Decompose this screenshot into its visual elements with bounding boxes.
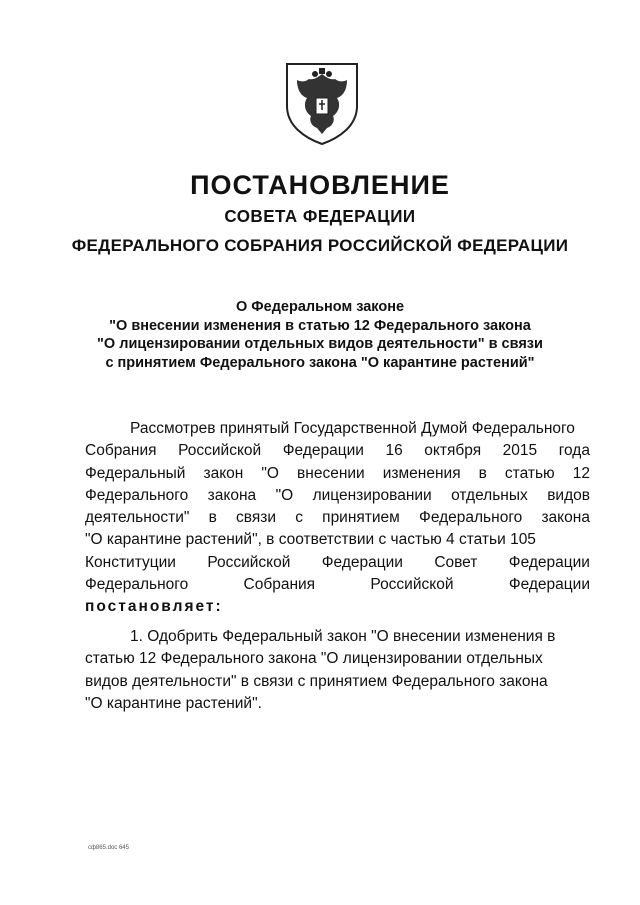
- word: 12: [572, 464, 590, 482]
- word: лицензировании: [312, 486, 432, 504]
- word: Федерации: [321, 553, 403, 571]
- text-line: [85, 648, 590, 670]
- word: Собрания: [85, 442, 157, 460]
- word: "О карантине растений", в соответствии с частью 4 статьи 105: [85, 531, 536, 549]
- word: Федерации: [282, 442, 364, 460]
- text-line: [85, 693, 590, 715]
- word: Федерации: [508, 553, 590, 571]
- issuer-line-2: ФЕДЕРАЛЬНОГО СОБРАНИЯ РОССИЙСКОЙ ФЕДЕРАЦИИ: [71, 236, 569, 255]
- word: в: [478, 464, 487, 482]
- word: Совет: [434, 553, 478, 571]
- state-emblem-icon: [283, 60, 361, 146]
- text-line: [85, 596, 590, 618]
- issuer-line-1: СОВЕТА ФЕДЕРАЦИИ: [224, 206, 416, 227]
- word: "О: [275, 486, 294, 504]
- word: постановляет:: [85, 598, 223, 616]
- word: октября: [424, 442, 482, 460]
- word: Федерального: [419, 509, 523, 527]
- word: 16: [385, 442, 403, 460]
- subject-line: О Федеральном законе: [235, 299, 405, 315]
- word: закон: [203, 464, 244, 482]
- word: Российской: [207, 553, 291, 571]
- word: отдельных: [451, 486, 528, 504]
- word: Собрания: [243, 576, 316, 594]
- word: Рассмотрев принятый Государственной Думой Федерального: [130, 420, 575, 437]
- paragraph-resolution: [85, 626, 590, 715]
- text-line: [85, 626, 590, 648]
- word: деятельности": [85, 509, 190, 527]
- word: внесении: [297, 464, 365, 482]
- word: "О карантине растений".: [85, 694, 262, 712]
- word: Федерального: [85, 486, 189, 504]
- word: связи: [236, 509, 277, 527]
- word: принятием: [322, 509, 400, 527]
- text-line: [85, 671, 590, 693]
- word: "О: [261, 464, 279, 482]
- document-subject: [0, 298, 640, 372]
- text-line: [85, 574, 590, 596]
- word: 2015: [502, 442, 538, 460]
- text-line: [85, 507, 590, 529]
- text-line: [85, 552, 590, 574]
- word: закона: [207, 486, 257, 504]
- paragraph-preamble: [85, 418, 590, 619]
- word: изменения: [382, 464, 461, 482]
- document-code: сф865.doc 645: [88, 845, 129, 851]
- word: Конституции: [85, 553, 176, 571]
- word: Федеральный: [85, 464, 186, 482]
- text-line: [85, 529, 590, 551]
- document-title: ПОСТАНОВЛЕНИЕ: [190, 170, 450, 200]
- text-line: [85, 463, 590, 485]
- word: Российской: [370, 576, 454, 594]
- text-line: [85, 485, 590, 507]
- word: статью: [504, 464, 555, 482]
- word: Российской: [178, 442, 262, 460]
- word: Федерального: [85, 576, 189, 594]
- text-line: [85, 418, 590, 440]
- subject-line: с принятием Федерального закона "О карантине растений": [105, 354, 535, 371]
- word: года: [558, 442, 590, 460]
- word: статью 12 Федерального закона "О лицензировании отдельных: [85, 650, 543, 668]
- subject-line: "О лицензировании отдельных видов деятельности" в связи: [97, 336, 543, 352]
- word: видов деятельности" в связи с принятием Федерального закона: [85, 672, 548, 690]
- text-line: [85, 440, 590, 462]
- word: с: [295, 509, 303, 527]
- word: 1. Одобрить Федеральный закон "О внесении изменения в: [130, 628, 556, 645]
- word: закона: [541, 509, 590, 527]
- subject-line: "О внесении изменения в статью 12 Федерального закона: [109, 317, 531, 334]
- word: в: [208, 509, 217, 527]
- word: видов: [547, 486, 590, 504]
- word: Федерации: [508, 576, 590, 594]
